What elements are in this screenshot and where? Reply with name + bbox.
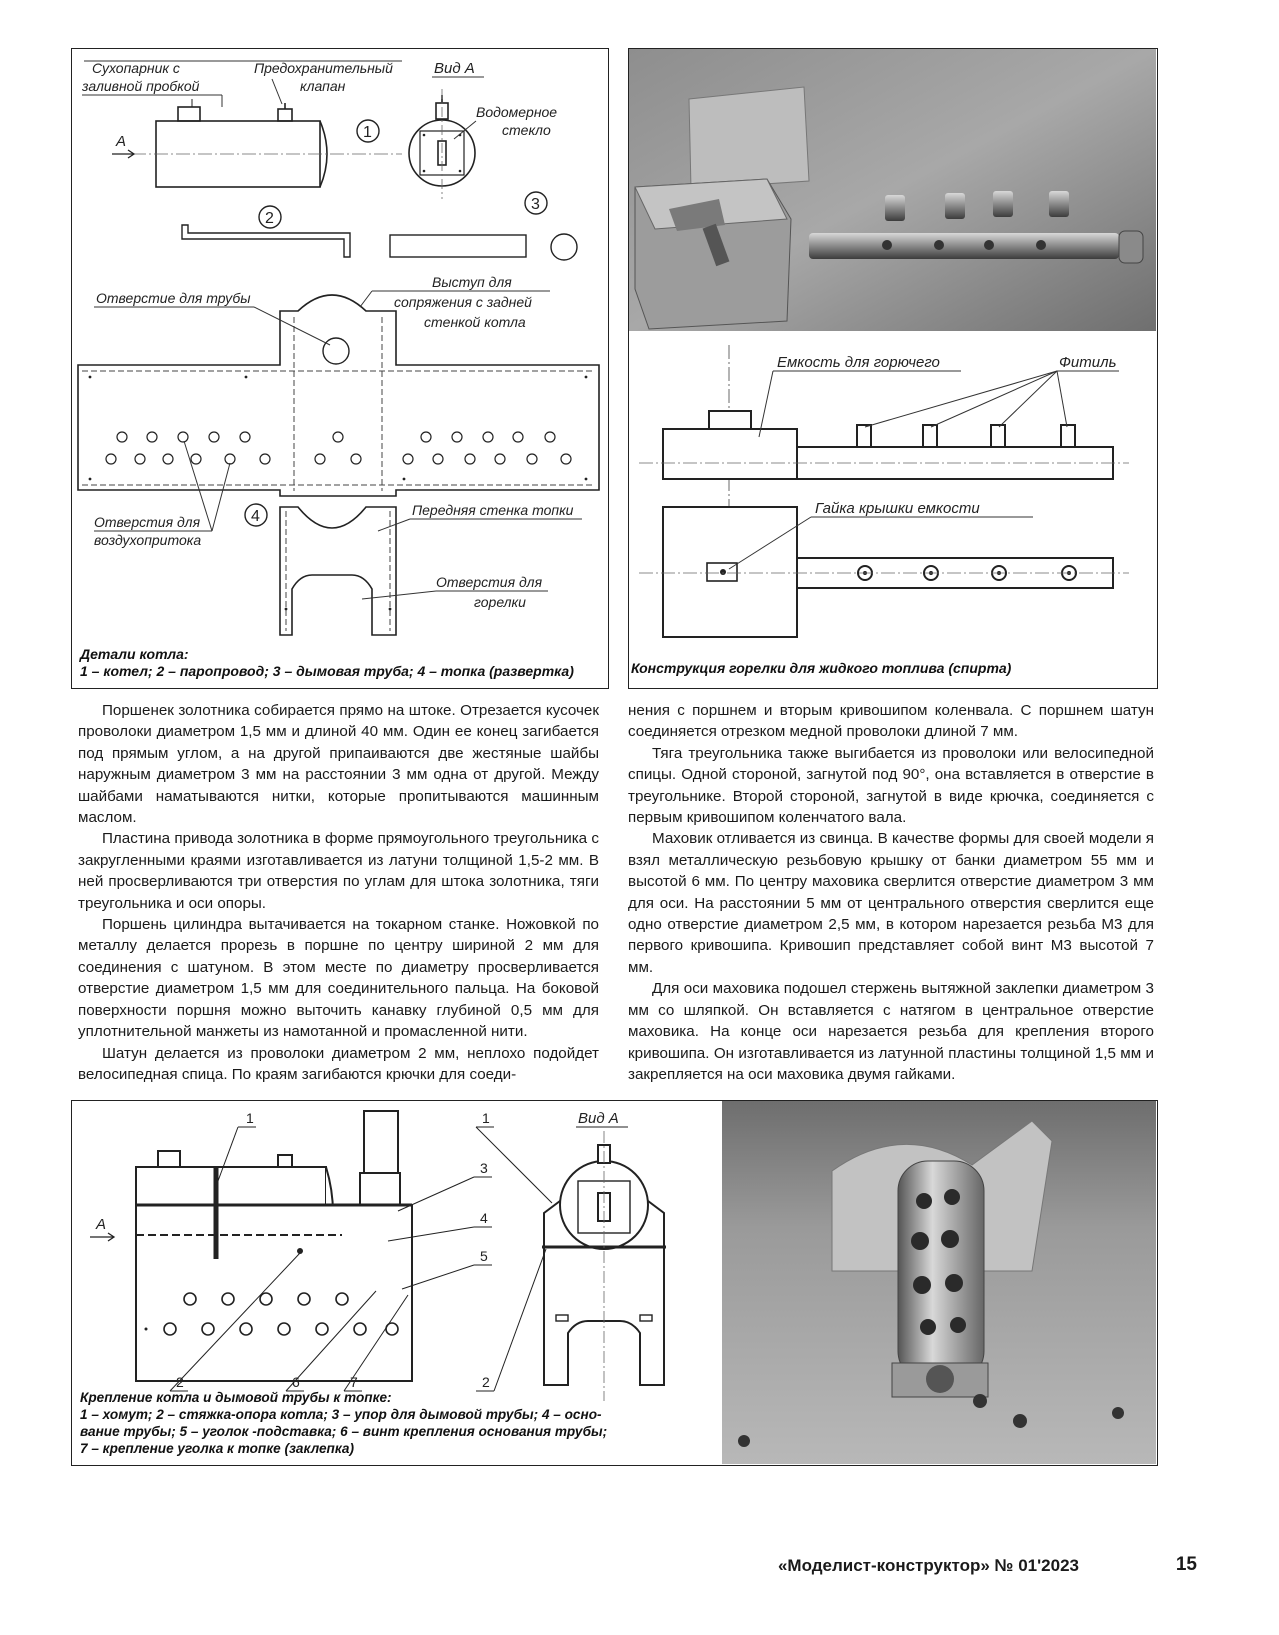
label-vystup: Выступ для [432,274,512,290]
label-gorelka-2: горелки [474,594,526,610]
paragraph: нения с поршнем и вторым кривошипом коленвала. С поршнем шатун соединяется отрезком медной проволоки длиной 7 мм. [628,702,1154,741]
figure-3-caption [80,1389,710,1457]
assembly-side-view [136,1111,412,1381]
caption-line: Крепление котла и дымовой трубы к топке: [80,1390,392,1405]
boiler-parts-drawing [72,49,607,687]
page-number: 15 [1175,1554,1197,1575]
caption-line: вание трубы; 5 – уголок -подставка; 6 – винт крепления основания трубы; [80,1424,608,1439]
label-vystup-2: сопряжения с задней [394,294,532,310]
caption-line: 1 – хомут; 2 – стяжка-опора котла; 3 – упор для дымовой трубы; 4 – осно- [80,1407,602,1422]
burner-top-view [663,507,1113,637]
callout-7: 7 [350,1374,358,1390]
magazine-title: «Моделист-конструктор» № 01'2023 [777,1556,1079,1575]
label-gorelka: Отверстия для [436,574,543,590]
label-vodomer: Водомерное [476,104,558,120]
callout-4: 4 [480,1210,488,1226]
text-column-left [78,700,599,1085]
arrow-a-label: А [116,133,127,150]
label-klapan-2: клапан [300,78,346,94]
label-vozdukh-2: воздухопритока [94,532,202,548]
paragraph: Тяга треугольника также выгибается из проволоки или велосипедной спицы. Одной стороной, загнутой под 90°, она вставляется в отверстие в треугольнике. Второй стороной, загнутой в виде крючка, соединяется с первым кривошипом коленчатого вала. [628,744,1154,827]
callout-4: 4 [251,508,260,525]
label-vid-a: Вид А [434,60,475,77]
callout-2: 2 [265,210,274,227]
figure-mounting [71,1100,1158,1466]
callout-1-front: 1 [482,1110,490,1126]
furnace-front-wall [280,507,396,635]
label-vodomer-2: стекло [502,122,551,138]
paragraph: Поршенек золотника собирается прямо на штоке. Отрезается кусочек проволоки диаметром 1,5 мм и длиной 40 мм. Один ее конец загибается под прямым углом, а на другой припаиваются две жестяные шайбы наружным диаметром 3 мм на расстоянии 3 мм одна от другой. Между шайбами наматываются нитки, которые пропитываются машинным маслом. [78,702,599,827]
paragraph: Маховик отливается из свинца. В качестве формы для своей модели я взял металлическую резьбовую крышку от банки диаметром 55 мм и высотой 6 мм. По центру маховика сверлится отверстие диаметром 3 мм для оси. На расстоянии 5 мм от центрального отверстия сверлится еще одно отверстие диаметром 2,5 мм, в котором нарезается резьба М3 для первого кривошипа. Кривошип представляет собой винт М3 высотой 7 мм. [628,830,1154,976]
figure-1-caption [80,646,605,680]
label-otverstie-truby: Отверстие для трубы [96,290,251,306]
label-gayka: Гайка крышки емкости [815,500,980,517]
callout-3: 3 [531,196,540,213]
callout-1: 1 [363,124,372,141]
caption-text: 1 – котел; 2 – паропровод; 3 – дымовая труба; 4 – топка (развертка) [80,663,574,679]
arrow-a-label-fig3: А [96,1216,107,1233]
figure-burner [628,48,1158,689]
caption-line: 7 – крепление уголка к топке (заклепка) [80,1441,354,1456]
boiler-side-view [156,103,327,187]
callout-3: 3 [480,1160,488,1176]
paragraph: Пластина привода золотника в форме прямоугольного треугольника с закругленными краями изготавливается из латуни толщиной 1,5-2 мм. В ней просверливаются три отверстия по углам для штока золотника, тяги треугольника и оси опоры. [78,830,599,912]
label-sukhoparnik: Сухопарник с [92,60,180,76]
burner-side-view [663,411,1113,479]
figure-2-caption: Конструкция горелки для жидкого топлива (спирта) [631,660,1012,676]
paragraph: Для оси маховика подошел стержень вытяжной заклепки диаметром 3 мм со шляпкой. Он вставляется с натягом в центральное отверстие маховика. На конце оси нарезается резьба для крепления второго кривошипа. Он изготавливается из латунной пластины толщиной 1,5 мм и закрепляется на оси маховика двумя гайками. [628,980,1154,1083]
label-sukhoparnik-2: заливной пробкой [82,78,200,94]
callout-2-front: 2 [482,1374,490,1390]
burner-drawing [629,49,1156,687]
label-vozdukh: Отверстия для [94,514,201,530]
callout-6: 6 [292,1374,300,1390]
label-vystup-3: стенкой котла [424,314,526,330]
label-vid-a-fig3: Вид А [578,1110,619,1127]
callout-2-side: 2 [176,1374,184,1390]
figure-boiler-parts [71,48,609,689]
caption-title: Детали котла: [80,646,189,662]
label-emkost: Емкость для горючего [777,354,940,371]
callout-1-side: 1 [246,1110,254,1126]
callout-5: 5 [480,1248,488,1264]
paragraph: Шатун делается из проволоки диаметром 2 мм, неплохо подойдет велосипедная спица. По краям загибаются крючки для соеди- [78,1044,599,1083]
text-column-right [628,700,1154,1085]
label-perednyaya: Передняя стенка топки [412,502,574,518]
label-fitil: Фитиль [1059,354,1117,371]
mounting-photo [722,1101,1156,1464]
burner-photo [629,49,1156,331]
paragraph: Поршень цилиндра вытачивается на токарном станке. Ножовкой по металлу делается прорезь в поршне по центру шириной 2 мм для соединения с шатуном. В этом месте по диаметру просверливается отверстие диаметром 1,5 мм для соединительного пальца. На боковой поверхности поршня можно выточить канавку глубиной 0,5 мм для уплотнительной манжеты из намотанной и промасленной нити. [78,916,599,1041]
label-klapan: Предохранительный [254,60,393,76]
